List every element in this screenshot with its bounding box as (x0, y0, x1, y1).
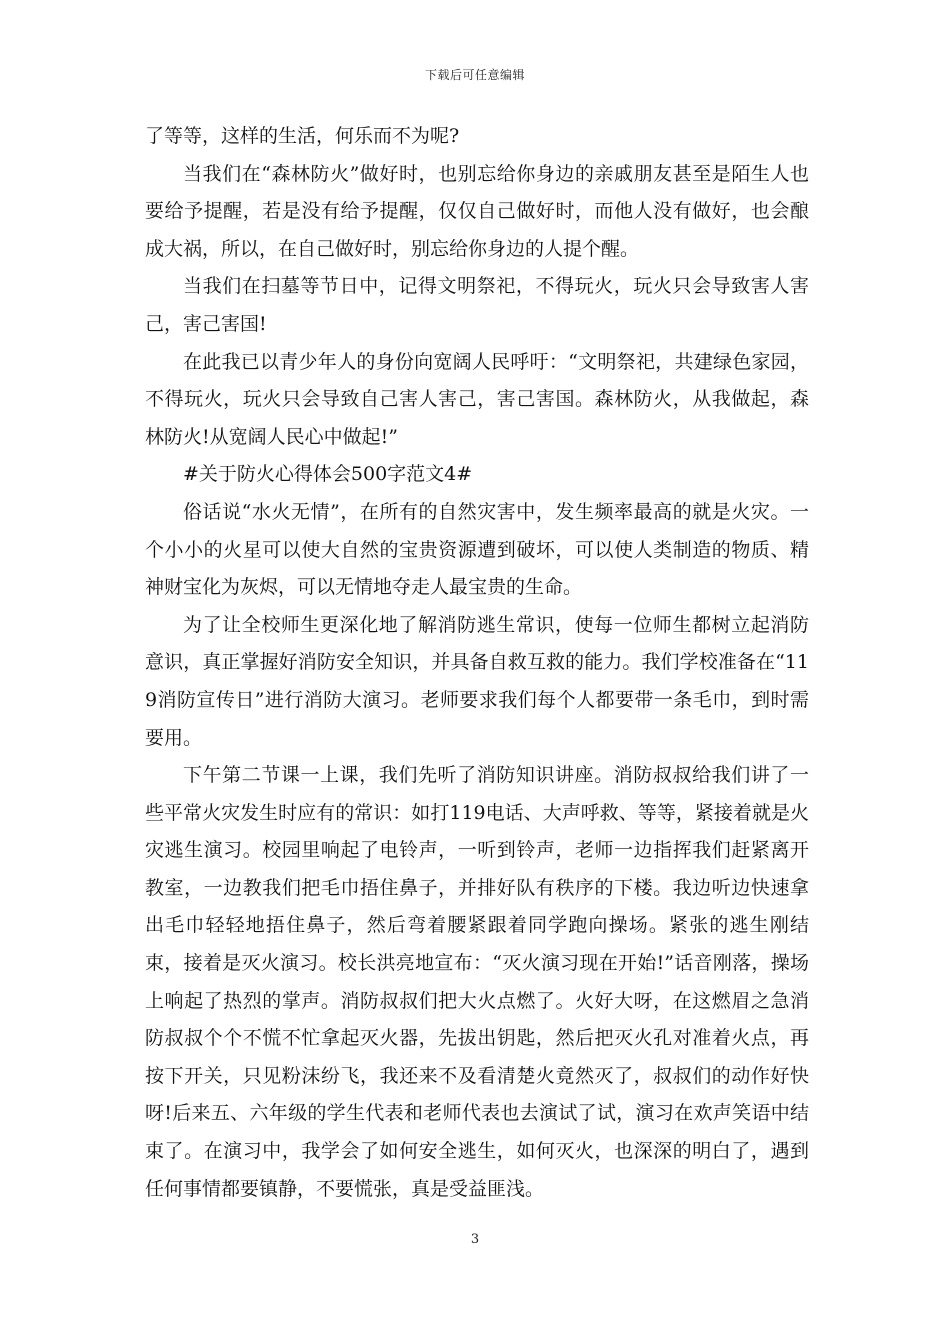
paragraph: 当我们在“森林防火”做好时，也别忘给你身边的亲戚朋友甚至是陌生人也要给予提醒，若是没有给予提醒，仅仅自己做好时，而他人没有做好，也会酿成大祸，所以，在自己做好时，别忘给你身边的人提个醒。 (145, 162, 809, 260)
page-number: 3 (470, 1232, 480, 1247)
paragraph: 当我们在扫墓等节日中，记得文明祭祀，不得玩火，玩火只会导致害人害己，害己害国! (145, 275, 809, 335)
paragraph: 下午第二节课一上课，我们先听了消防知识讲座。消防叔叔给我们讲了一些平常火灾发生时应有的常识：如打119电话、大声呼救、等等，紧接着就是火灾逃生演习。校园里响起了电铃声，一听到铃声，老师一边指挥我们赶紧离开教室，一边教我们把毛巾捂住鼻子，并排好队有秩序的下楼。我边听边快速拿出毛巾轻轻地捂住鼻子，然后弯着腰紧跟着同学跑向操场。紧张的逃生刚结束，接着是灭火演习。校长洪亮地宣布：“灭火演习现在开始!”话音刚落，操场上响起了热烈的掌声。消防叔叔们把大火点燃了。火好大呀，在这燃眉之急消防叔叔个个不慌不忙拿起灭火器，先拔出钥匙，然后把灭火孔对准着火点，再按下开关，只见粉沫纷飞，我还来不及看清楚火竟然灭了，叔叔们的动作好快呀!后来五、六年级的学生代表和老师代表也去演试了试，演习在欢声笑语中结束了。在演习中，我学会了如何安全逃生，如何灭火，也深深的明白了，遇到任何事情都要镇静，不要慌张，真是受益匪浅。 (145, 764, 809, 1200)
body-text (145, 118, 809, 1208)
paragraph: 了等等，这样的生活，何乐而不为呢? (145, 125, 460, 147)
paragraph: 在此我已以青少年人的身份向宽阔人民呼吁：“文明祭祀，共建绿色家园，不得玩火，玩火只会导致自己害人害己，害己害国。森林防火，从我做起，森林防火!从宽阔人民心中做起!” (145, 350, 809, 448)
paragraph: 为了让全校师生更深化地了解消防逃生常识，使每一位师生都树立起消防意识，真正掌握好消防安全知识，并具备自救互救的能力。我们学校准备在“119消防宣传日”进行消防大演习。老师要求我们每个人都要带一条毛巾，到时需要用。 (145, 613, 809, 749)
page-header: 下载后可任意编辑 (424, 68, 525, 82)
paragraph: 俗话说“水火无情”，在所有的自然灾害中，发生频率最高的就是火灾。一个小小的火星可以使大自然的宝贵资源遭到破坏，可以使人类制造的物质、精神财宝化为灰烬，可以无情地夺走人最宝贵的生命。 (145, 500, 809, 599)
section-heading: #关于防火心得体会500字范文4# (183, 463, 473, 486)
